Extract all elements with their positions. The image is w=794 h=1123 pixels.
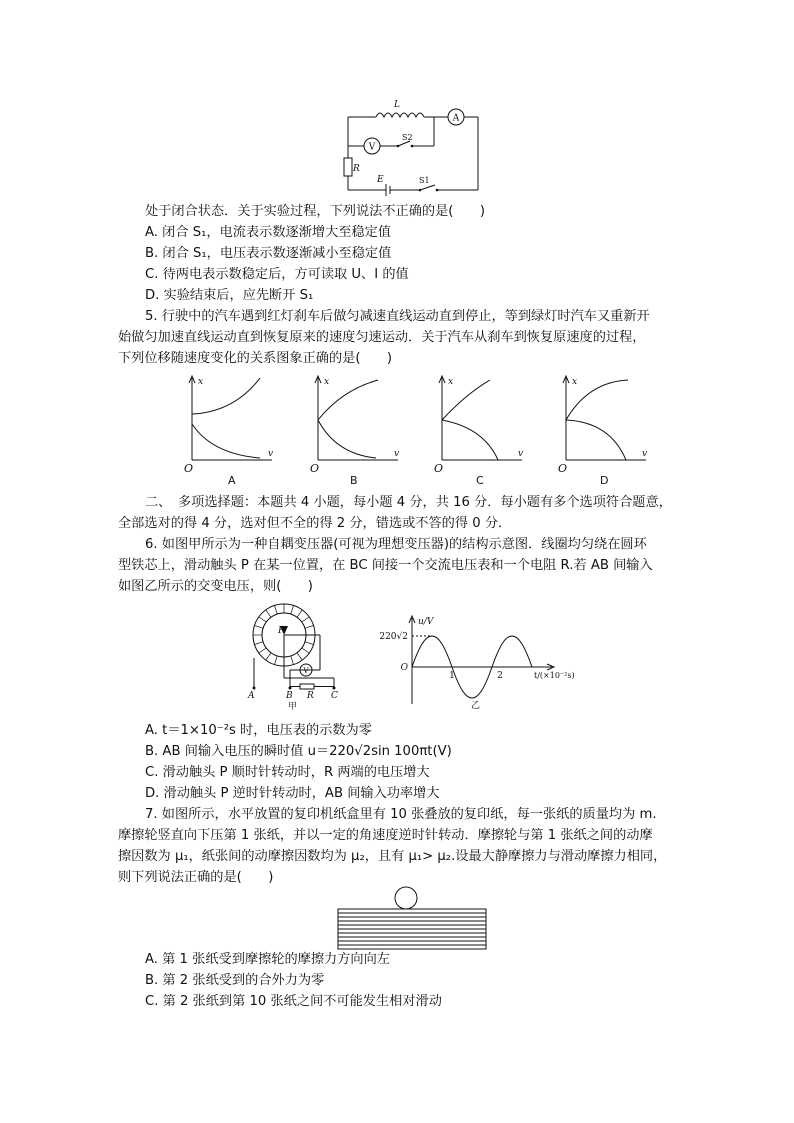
q5-graph-a-origin: O (184, 462, 194, 475)
label-L: L (394, 100, 400, 110)
q5-graph-a (180, 372, 280, 460)
q6-option-d: D. 滑动触头 P 逆时针转动时，AB 间输入功率增大 (145, 786, 440, 801)
q5-line-2: 始做匀加速直线运动直到恢复原来的速度匀速运动．关于汽车从刹车到恢复原速度的过程， (118, 330, 646, 345)
axis-v-label: v (268, 449, 274, 459)
label-S2: S2 (402, 133, 413, 142)
label-V: V (303, 667, 309, 675)
axis-x-label: x (198, 377, 204, 387)
x-axis-label: t/(×10⁻²s) (534, 671, 575, 680)
label-R: R (353, 164, 360, 174)
q5-line-3: 下列位移随速度变化的关系图象正确的是( ) (118, 351, 393, 366)
resistor (300, 684, 314, 689)
q5-graph-a-label: A (228, 474, 236, 487)
tick-1: 1 (449, 671, 455, 681)
origin-label: O (400, 663, 408, 673)
circuit-diagram (340, 96, 485, 192)
inductor-coil (376, 113, 424, 117)
q5-graph-c (430, 372, 530, 460)
label-R: R (307, 691, 314, 701)
amplitude-label: 220√2 (379, 632, 408, 642)
q5-line-1: 5. 行驶中的汽车遇到红灯刹车后做匀减速直线运动直到停止，等到绿灯时汽车又重新开 (145, 309, 650, 324)
axis-v-label: v (518, 449, 524, 459)
q6-line-3: 如图乙所示的交变电压，则( ) (118, 579, 313, 594)
q6-option-b: B. AB 间输入电压的瞬时值 u＝220√2sin 100πt(V) (145, 744, 452, 759)
q5-graph-b-origin: O (310, 462, 320, 475)
q7-line-1: 7. 如图所示，水平放置的复印机纸盒里有 10 张叠放的复印纸，每一张纸的质量均为 m. (145, 807, 657, 822)
q4-option-a: A. 闭合 S₁，电流表示数逐渐增大至稳定值 (145, 225, 392, 240)
q4-option-b: B. 闭合 S₁，电压表示数逐渐减小至稳定值 (145, 246, 392, 261)
q6-figure-jia (240, 598, 350, 710)
label-E: E (377, 175, 384, 185)
axis-x-label: x (448, 377, 454, 387)
label-A: A (452, 113, 460, 124)
section2-line-1: 二、 多项选择题：本题共 4 小题，每小题 4 分，共 16 分．每小题有多个选项符合题意， (145, 495, 672, 510)
q6-line-1: 6. 如图甲所示为一种自耦变压器(可视为理想变压器)的结构示意图．线圈均匀绕在圆环 (145, 537, 647, 552)
q6-line-2: 型铁芯上，滑动触头 P 在某一位置，在 BC 间接一个交流电压表和一个电阻 R.若 AB 间输入 (118, 558, 653, 573)
resistor (344, 158, 352, 176)
q7-line-3: 擦因数为 μ₁，纸张间的动摩擦因数均为 μ₂，且有 μ₁> μ₂.设最大静摩擦力与滑动摩擦力相同， (118, 849, 667, 864)
axis-x-label: x (572, 377, 578, 387)
label-P: P (278, 626, 285, 636)
q7-option-b: B. 第 2 张纸受到的合外力为零 (145, 973, 325, 988)
friction-wheel (395, 887, 417, 909)
q5-graph-b-label: B (350, 474, 358, 487)
tick-2: 2 (497, 671, 503, 681)
q6-option-a: A. t＝1×10⁻²s 时，电压表的示数为零 (145, 723, 372, 738)
q7-paper-stack-figure (336, 884, 492, 952)
caption-jia: 甲 (288, 702, 298, 712)
q5-graph-d-label: D (600, 474, 609, 487)
section2-line-2: 全部选对的得 4 分，选对但不全的得 2 分，错选或不答的得 0 分． (118, 516, 512, 531)
q7-option-c: C. 第 2 张纸到第 10 张纸之间不可能发生相对滑动 (145, 994, 442, 1009)
q5-graph-c-label: C (476, 474, 484, 487)
label-C: C (331, 691, 338, 701)
label-V: V (368, 142, 376, 153)
q5-graph-c-origin: O (434, 462, 444, 475)
y-axis-label: u/V (418, 617, 434, 627)
label-S1: S1 (419, 176, 430, 185)
axis-v-label: v (394, 449, 400, 459)
q4-option-c: C. 待两电表示数稳定后，方可读取 U、I 的值 (145, 267, 409, 282)
axis-v-label: v (642, 449, 648, 459)
q7-line-4: 则下列说法正确的是( ) (118, 870, 274, 885)
q7-option-a: A. 第 1 张纸受到摩擦轮的摩擦力方向向左 (145, 952, 390, 967)
q4-option-d: D. 实验结束后，应先断开 S₁ (145, 288, 314, 303)
label-A: A (248, 691, 255, 701)
q4-stem: 处于闭合状态．关于实验过程，下列说法不正确的是( ) (145, 204, 485, 219)
switch-s1 (420, 185, 435, 190)
label-B: B (286, 691, 293, 701)
q6-option-c: C. 滑动触头 P 顺时针转动时，R 两端的电压增大 (145, 765, 430, 780)
caption-yi: 乙 (471, 701, 481, 711)
axis-x-label: x (324, 377, 330, 387)
q5-graph-d-origin: O (558, 462, 568, 475)
q5-graph-d (554, 372, 654, 460)
q6-figure-yi (372, 612, 592, 712)
q7-line-2: 摩擦轮竖直向下压第 1 张纸，并以一定的角速度逆时针转动．摩擦轮与第 1 张纸之间的动摩 (118, 828, 653, 843)
q5-graph-b (306, 372, 406, 460)
